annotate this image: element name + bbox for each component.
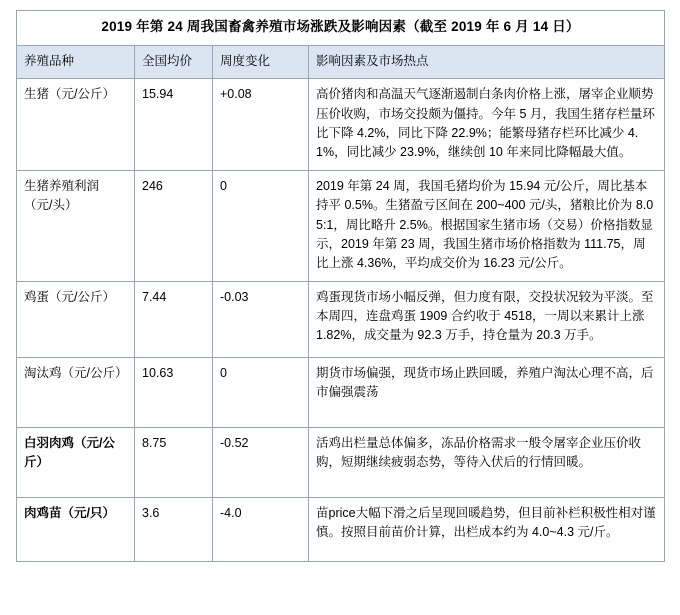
cell-factors: 鸡蛋现货市场小幅反弹，但力度有限，交投状况较为平淡。至本周四，连盘鸡蛋 1909 合约收于 4518，一周以来累计上涨 1.82%，成交量为 92.3 万手，持仓量为 20.3 万手。 xyxy=(309,281,665,357)
cell-price: 15.94 xyxy=(135,79,213,171)
cell-variety: 肉鸡苗（元/只） xyxy=(17,497,135,561)
cell-variety: 鸡蛋（元/公斤） xyxy=(17,281,135,357)
cell-factors: 活鸡出栏量总体偏多，冻品价格需求一般令屠宰企业压价收购，短期继续疲弱态势，等待入伏后的行情回暖。 xyxy=(309,427,665,497)
column-header-variety: 养殖品种 xyxy=(17,45,135,78)
document-page xyxy=(0,10,680,615)
table-title-row xyxy=(17,11,665,46)
cell-change: -4.0 xyxy=(213,497,309,561)
table-row xyxy=(17,170,665,281)
cell-factors: 高价猪肉和高温天气逐渐遏制白条肉价格上涨，屠宰企业顺势压价收购，市场交投颇为僵持。今年 5 月，我国生猪存栏量环比下降 4.2%，同比下降 22.9%；能繁母猪存栏环比减少 4.1%，同比减少 23.9%，继续创 10 年来同比降幅最大值。 xyxy=(309,79,665,171)
cell-price: 246 xyxy=(135,170,213,281)
table-row xyxy=(17,79,665,171)
cell-variety: 白羽肉鸡（元/公斤） xyxy=(17,427,135,497)
cell-variety: 生猪（元/公斤） xyxy=(17,79,135,171)
cell-price: 10.63 xyxy=(135,357,213,427)
cell-change: -0.52 xyxy=(213,427,309,497)
cell-factors: 苗price大幅下滑之后呈现回暖趋势，但目前补栏积极性相对谨慎。按照目前苗价计算，出栏成本约为 4.0~4.3 元/斤。 xyxy=(309,497,665,561)
table-row xyxy=(17,357,665,427)
cell-change: -0.03 xyxy=(213,281,309,357)
column-header-price: 全国均价 xyxy=(135,45,213,78)
cell-price: 3.6 xyxy=(135,497,213,561)
table-row xyxy=(17,427,665,497)
cell-price: 8.75 xyxy=(135,427,213,497)
cell-factors: 2019 年第 24 周，我国毛猪均价为 15.94 元/公斤，周比基本持平 0.5%。生猪盈亏区间在 200~400 元/头，猪粮比价为 8.05:1，周比略升 2.5%。根据国家生猪市场（交易）价格指数显示，2019 年第 23 周，我国生猪市场价格指数为 111.75，周比上涨 4.36%，平均成交价为 16.23 元/公斤。 xyxy=(309,170,665,281)
market-table xyxy=(16,10,665,562)
table-header-row xyxy=(17,45,665,78)
column-header-change: 周度变化 xyxy=(213,45,309,78)
cell-price: 7.44 xyxy=(135,281,213,357)
page-title: 2019 年第 24 周我国畜禽养殖市场涨跌及影响因素（截至 2019 年 6 月 14 日） xyxy=(17,11,665,46)
cell-change: 0 xyxy=(213,357,309,427)
cell-variety: 淘汰鸡（元/公斤） xyxy=(17,357,135,427)
cell-change: +0.08 xyxy=(213,79,309,171)
table-row xyxy=(17,497,665,561)
cell-variety: 生猪养殖利润（元/头） xyxy=(17,170,135,281)
cell-change: 0 xyxy=(213,170,309,281)
column-header-factors: 影响因素及市场热点 xyxy=(309,45,665,78)
cell-factors: 期货市场偏强，现货市场止跌回暖，养殖户淘汰心理不高，后市偏强震荡 xyxy=(309,357,665,427)
table-row xyxy=(17,281,665,357)
